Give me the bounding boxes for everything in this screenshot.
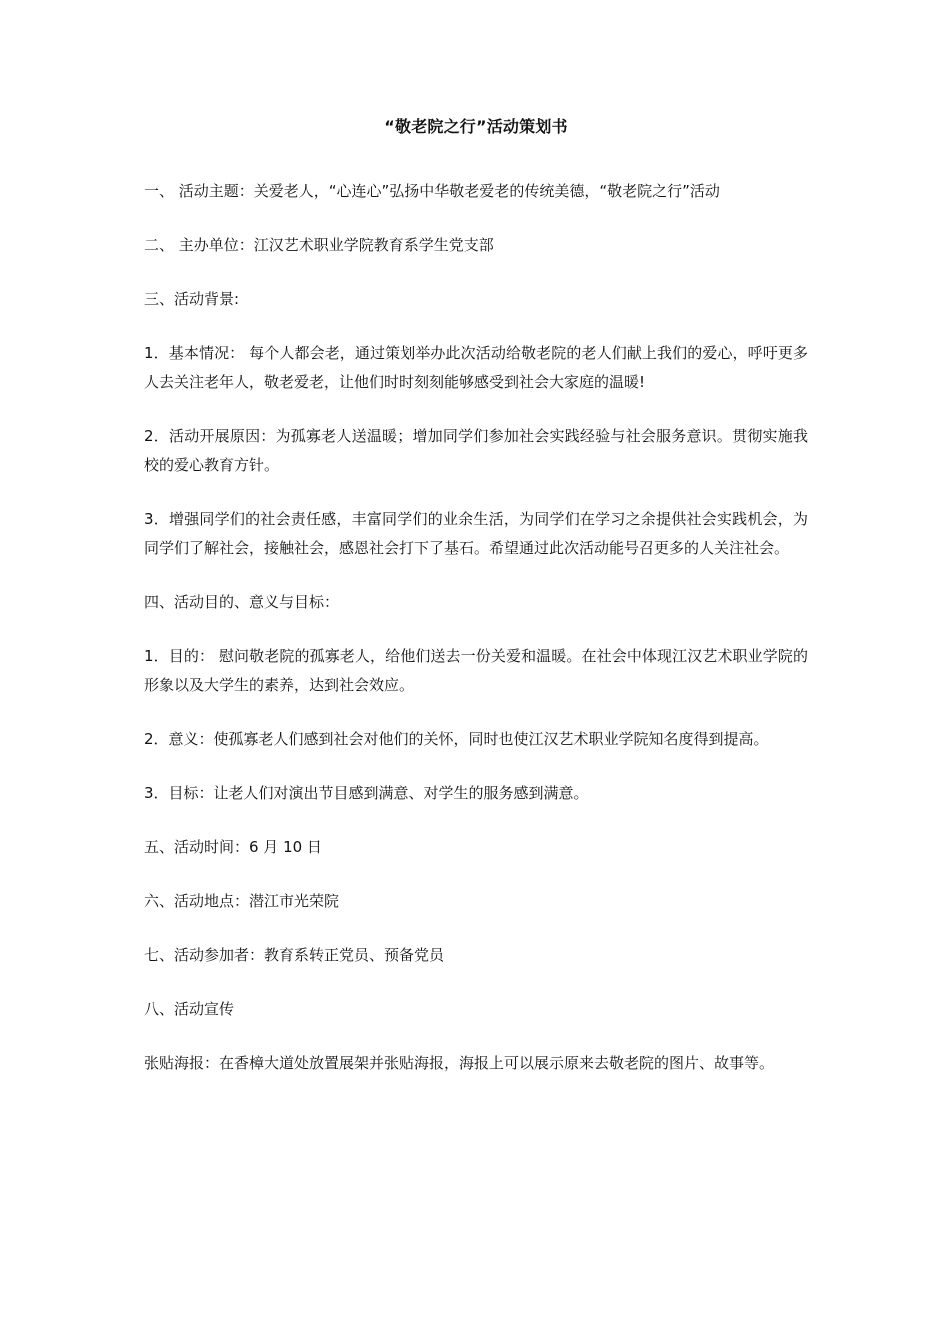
significance-item: 2．意义：使孤寡老人们感到社会对他们的关怀，同时也使江汉艺术职业学院知名度得到提高。	[144, 730, 769, 748]
section-organizer: 二、 主办单位：江汉艺术职业学院教育系学生党支部	[144, 236, 494, 254]
background-basic-situation: 1．基本情况： 每个人都会老，通过策划举办此次活动给敬老院的老人们献上我们的爱心，呼吁更多人去关注老年人，敬老爱老，让他们时时刻刻能够感受到社会大家庭的温暖!	[144, 344, 808, 391]
section-participants: 七、活动参加者：教育系转正党员、预备党员	[144, 946, 445, 964]
section-background-heading: 三、活动背景:	[144, 290, 240, 308]
purpose-item: 1．目的： 慰问敬老院的孤寡老人，给他们送去一份关爱和温暖。在社会中体现江汉艺术职业学院的形象以及大学生的素养，达到社会效应。	[144, 647, 808, 694]
section-activity-time: 五、活动时间：6 月 10 日	[144, 838, 322, 856]
section-purpose-heading: 四、活动目的、意义与目标：	[144, 593, 340, 611]
section-publicity-heading: 八、活动宣传	[144, 1000, 235, 1018]
document-body	[144, 112, 808, 1103]
goal-item: 3．目标：让老人们对演出节目感到满意、对学生的服务感到满意。	[144, 784, 589, 802]
publicity-poster-item: 张贴海报：在香樟大道处放置展架并张贴海报，海报上可以展示原来去敬老院的图片、故事等。	[144, 1054, 775, 1072]
background-responsibility: 3．增强同学们的社会责任感，丰富同学们的业余生活，为同学们在学习之余提供社会实践机会，为同学们了解社会，接触社会，感恩社会打下了基石。希望通过此次活动能号召更多的人关注社会。	[144, 510, 808, 557]
background-reason: 2．活动开展原因：为孤寡老人送温暖；增加同学们参加社会实践经验与社会服务意识。贯彻实施我校的爱心教育方针。	[144, 427, 808, 474]
section-activity-location: 六、活动地点：潜江市光荣院	[144, 892, 340, 910]
section-activity-theme: 一、 活动主题：关爱老人，“心连心”弘扬中华敬老爱老的传统美德，“敬老院之行”活动	[144, 182, 720, 200]
document-title: “敬老院之行”活动策划书	[384, 117, 568, 136]
